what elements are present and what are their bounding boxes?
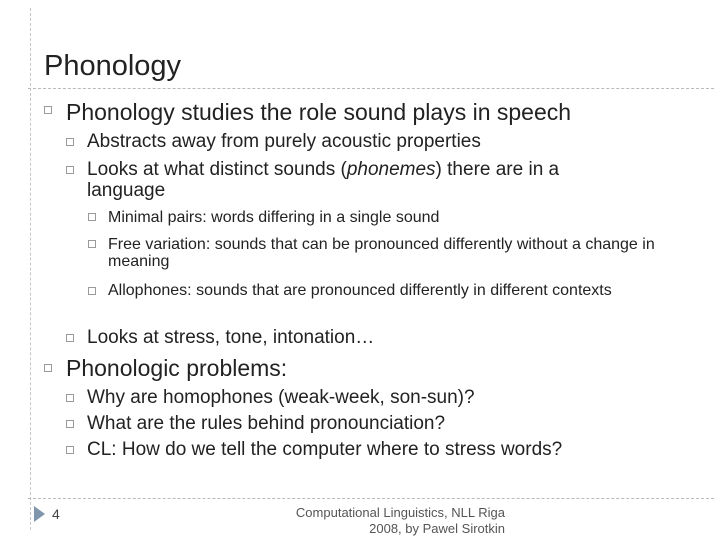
bullet-icon (66, 394, 74, 404)
title-divider (28, 88, 714, 89)
bullet-icon (88, 240, 96, 250)
bullet-icon (66, 334, 74, 344)
bullet-level2: What are the rules behind pronounciation? (87, 413, 446, 434)
footer-text (265, 505, 505, 538)
bullet-level1: Phonologic problems: (66, 355, 288, 381)
bullet-level2: Looks at stress, tone, intonation… (87, 327, 375, 348)
bullet-icon (66, 138, 74, 148)
bullet-icon (44, 106, 52, 117)
bullet-text: Looks at what distinct sounds ( (87, 159, 347, 180)
slide-title: Phonology (44, 50, 182, 82)
page-marker-icon (34, 506, 45, 522)
bullet-level3: Free variation: sounds that can be pronounced differently without a change in meaning (108, 236, 655, 271)
bullet-level2: Why are homophones (weak-week, son-sun)? (87, 387, 475, 408)
footer-divider (28, 498, 714, 499)
bullet-icon (88, 213, 96, 223)
bullet-text: ) there are in a language (87, 159, 560, 201)
bullet-level1: Phonology studies the role sound plays in speech (66, 99, 572, 125)
bullet-level3: Minimal pairs: words differing in a single sound (108, 209, 440, 226)
bullet-emphasis: phonemes (346, 159, 436, 180)
bullet-icon (44, 364, 52, 375)
footer-line2: 2008, by Pawel Sirotkin (369, 521, 505, 537)
footer-line1: Computational Linguistics, NLL Riga (295, 505, 505, 520)
bullet-icon (88, 287, 96, 297)
bullet-level3: Allophones: sounds that are pronounced differently in different contexts (108, 282, 612, 299)
left-divider (30, 8, 31, 530)
bullet-level2: Abstracts away from purely acoustic properties (87, 131, 481, 152)
bullet-level2 (87, 160, 627, 201)
bullet-icon (66, 166, 74, 176)
bullet-level2: CL: How do we tell the computer where to stress words? (87, 439, 563, 460)
bullet-icon (66, 446, 74, 456)
bullet-icon (66, 420, 74, 430)
page-number: 4 (52, 506, 60, 522)
